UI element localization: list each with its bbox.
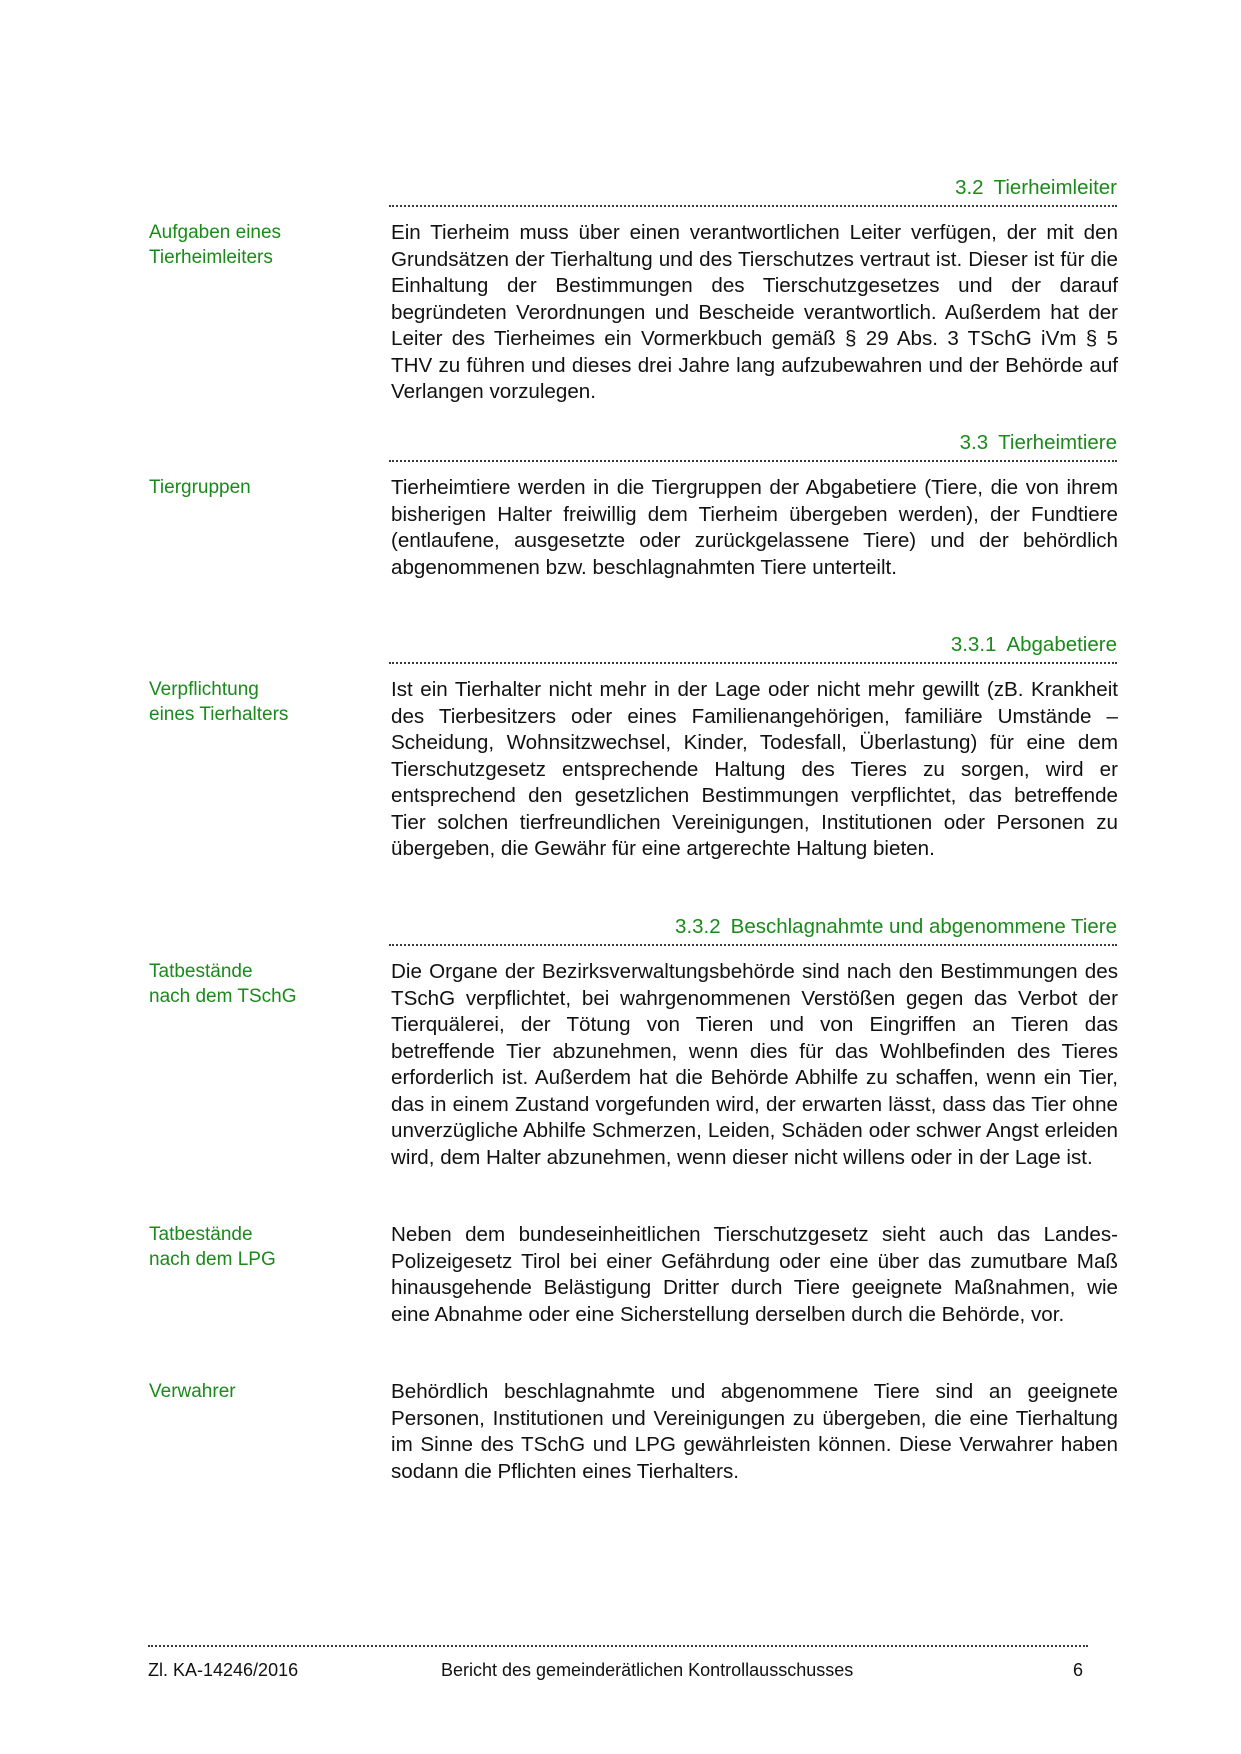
margin-label-tiergruppen: Tiergruppen (149, 477, 251, 498)
paragraph-tschg: Die Organe der Bezirksverwaltungsbehörde sind nach den Bestimmungen des TSchG verpflichtet, bei wahrgenommenen Verstößen gegen das Verbot der Tierquälerei, der Tötung von Tieren und von Eingriffen an Tieren das betreffende Tier abzunehmen, wenn dies für das Wohlbefinden des Tieres erforderlich ist. Außerdem hat die Behörde Abhilfe zu schaffen, wenn ein Tier, das in einem Zustand vorgefunden wird, der erwarten lässt, dass das Tier ohne unverzügliche Abhilfe Schmerzen, Leiden, Schäden oder schwer Angst erleiden wird, dem Halter abzunehmen, wenn dieser nicht willens oder in der Lage ist. (391, 960, 1118, 1169)
section-number: 3.3.1 (950, 633, 997, 656)
section-title: Tierheimleiter (993, 176, 1117, 199)
section-number: 3.3.2 (675, 915, 721, 938)
section-title: Tierheimtiere (998, 431, 1117, 454)
page-number: 6 (1073, 1660, 1084, 1680)
margin-label-tatbestaende-tschg: Tatbestände nach dem TSchG (149, 961, 297, 1007)
section-number: 3.3 (959, 431, 989, 454)
margin-label-verpflichtung: Verpflichtung eines Tierhalters (149, 679, 289, 725)
section-heading-3-3-2 (389, 913, 1117, 946)
paragraph-lpg: Neben dem bundeseinheitlichen Tierschutzgesetz sieht auch das Landes-Polizeigesetz Tirol bei einer Gefährdung oder eine über das zumutbare Maß hinausgehende Belästigung Dritter durch Tiere geeignete Maßnahmen, wie eine Abnahme oder eine Sicherstellung derselben durch die Behörde, vor. (391, 1223, 1118, 1326)
section-title: Beschlagnahmte und abgenommene Tiere (730, 915, 1117, 938)
paragraph-tierheimleiter: Ein Tierheim muss über einen verantwortlichen Leiter verfügen, der mit den Grundsätzen der Tierhaltung und des Tierschutzes vertraut ist. Dieser ist für die Einhaltung der Bestimmungen des Tierschutzgesetzes und der darauf begründeten Verordnungen und Bescheide verantwortlich. Außerdem hat der Leiter des Tierheimes ein Vormerkbuch gemäß § 29 Abs. 3 TSchG iVm § 5 THV zu führen und dieses drei Jahre lang aufzubewahren und der Behörde auf Verlangen vorzulegen. (391, 221, 1118, 403)
footer-title: Bericht des gemeinderätlichen Kontrollausschusses (441, 1660, 854, 1680)
margin-label-tatbestaende-lpg: Tatbestände nach dem LPG (149, 1224, 276, 1270)
margin-label-aufgaben: Aufgaben eines Tierheimleiters (149, 222, 282, 268)
section-heading-3-3-1 (389, 631, 1117, 664)
footer-reference: Zl. KA-14246/2016 (148, 1660, 299, 1680)
section-title: Abgabetiere (1006, 633, 1117, 656)
paragraph-verwahrer: Behördlich beschlagnahmte und abgenommene Tiere sind an geeignete Personen, Institutionen und Vereinigungen zu übergeben, die eine Tierhaltung im Sinne des TSchG und LPG gewährleisten können. Diese Verwahrer haben sodann die Pflichten eines Tierhalters. (391, 1380, 1118, 1483)
footer-divider (148, 1645, 1088, 1647)
section-number: 3.2 (955, 176, 984, 199)
section-heading-3-2 (389, 174, 1117, 207)
paragraph-tiergruppen: Tierheimtiere werden in die Tiergruppen der Abgabetiere (Tiere, die von ihrem bisherigen Halter freiwillig dem Tierheim übergeben werden), der Fundtiere (entlaufene, ausgesetzte oder zurückgelassene Tiere) und der behördlich abgenommenen bzw. beschlagnahmten Tiere unterteilt. (391, 476, 1118, 579)
margin-label-verwahrer: Verwahrer (149, 1381, 236, 1402)
section-heading-3-3 (389, 429, 1117, 462)
paragraph-abgabetiere: Ist ein Tierhalter nicht mehr in der Lage oder nicht mehr gewillt (zB. Krankheit des Tierbesitzers oder eines Familienangehörigen, familiäre Umstände – Scheidung, Wohnsitzwechsel, Kinder, Todesfall, Überlastung) für eine dem Tierschutzgesetz entsprechende Haltung des Tieres zu sorgen, wird er entsprechend den gesetzlichen Bestimmungen verpflichtet, das betreffende Tier solchen tierfreundlichen Vereinigungen, Institutionen oder Personen zu übergeben, die Gewähr für eine artgerechte Haltung bieten. (391, 678, 1118, 860)
